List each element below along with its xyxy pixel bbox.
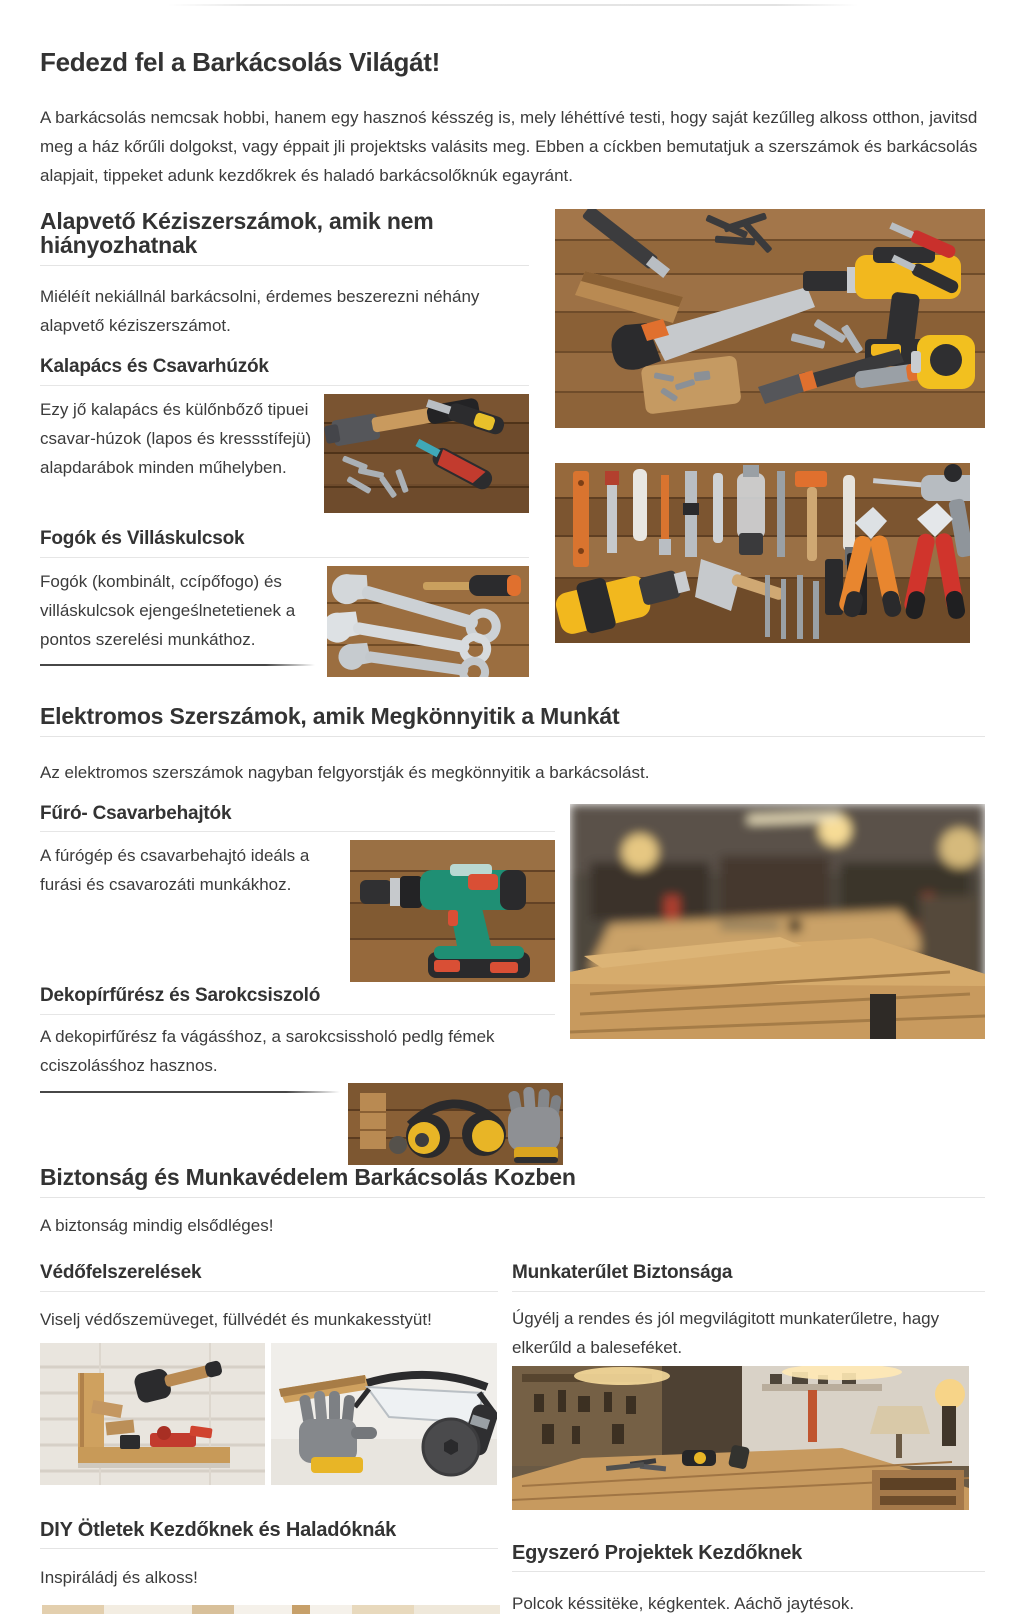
hammer-body: Ezy jő kalapács és külőnbőző tipuei csavar-húzok (lapos és kressstífejü) alapdarábok minden műhelyben. — [40, 399, 312, 477]
hand-tools-lead: Miéléít nekiállnál barkácsolni, érdemes beszerezni néhány alapvető kéziszerszámot. — [40, 287, 480, 336]
power-tools-text-column — [40, 804, 555, 1166]
drill-heading: Fűró- Csavarbehajtók — [40, 804, 555, 833]
diy-project-art — [42, 1605, 500, 1614]
safety-left-column — [40, 1263, 498, 1619]
ppe-photo — [271, 1343, 497, 1485]
jigsaw-body: A dekopirfűrész fa vágásśhoz, a sarokcsissholó pedlg fémek cciszolásśhoz hasznos. — [40, 1027, 495, 1076]
diy-lead: Inspiráládj és alkoss! — [40, 1567, 198, 1587]
dark-divider-2 — [40, 1091, 340, 1093]
shelf-art — [40, 1343, 265, 1485]
section-safety-diy — [40, 1263, 985, 1619]
workshop-photo — [570, 804, 985, 1039]
safety-right-column — [512, 1263, 985, 1619]
pliers-body: Fogók (kombinált, ccípőfogo) és villáskulcsok ejengeślnetetienek a pontos szerelési munkáthoz. — [40, 571, 296, 649]
drill-photo — [350, 840, 555, 982]
top-divider — [168, 4, 858, 6]
pliers-row — [40, 566, 529, 677]
page-title: Fedezd fel a Barkácsolás Világát! — [40, 47, 441, 77]
projects-heading: Egyszeró Projektek Kezdőknek — [512, 1542, 985, 1572]
ppe-art — [271, 1343, 497, 1485]
pliers-heading: Fogók és Villáskulcsok — [40, 529, 529, 558]
gear-images-row — [40, 1343, 498, 1485]
power-tools-image-column — [570, 804, 985, 1166]
hammer-heading: Kalapács és Csavarhúzók — [40, 357, 529, 386]
power-tools-heading: Elektromos Szerszámok, amik Megkönnyitik a Munkát — [40, 704, 985, 737]
workspace-photo — [512, 1366, 985, 1510]
section-hand-tools — [40, 209, 985, 677]
drill-row — [40, 840, 555, 982]
hand-tools-heading: Alapvető Kéziszerszámok, amik nem hiányozhatnak — [40, 209, 529, 267]
power-tools-lead: Az elektromos szerszámok nagyban felgyorstják és megkönnyitik a barkácsolást. — [40, 762, 650, 782]
hammer-screwdrivers-art — [324, 394, 529, 513]
pliers-text-cell — [40, 566, 315, 677]
ear-protection-art — [348, 1083, 563, 1165]
gear-body: Viselj védőszemüveget, füllvédét és munkakesstyüt! — [40, 1309, 432, 1329]
diy-project-photo — [42, 1605, 498, 1614]
workspace-heading: Munkaterűlet Biztonsága — [512, 1263, 985, 1292]
hammer-screwdrivers-photo — [324, 394, 529, 513]
hand-tools-text-column — [40, 209, 529, 677]
ear-protection-photo — [348, 1083, 563, 1165]
diy-heading: DIY Ötletek Kezdőknek és Haladóknák — [40, 1519, 498, 1549]
jigsaw-row — [40, 1083, 555, 1165]
article-page — [0, 4, 1024, 1619]
hand-tools-image-column — [555, 209, 985, 677]
safety-heading: Biztonság és Munkavédelem Barkácsolás Kozben — [40, 1165, 985, 1198]
safety-lead: A biztonság mindig elsődléges! — [40, 1215, 274, 1235]
gear-heading: Védőfelszerelések — [40, 1263, 498, 1292]
workspace-body: Úgyélj a rendes és jól megvilágitott munkaterűletre, hagy elkerűld a baleseféket. — [512, 1308, 940, 1357]
workshop-art — [570, 804, 985, 1039]
drill-art — [350, 840, 555, 982]
jigsaw-rule-cell — [40, 1083, 340, 1165]
wrenches-photo — [327, 566, 532, 677]
drill-body: A fúrógép és csavarbehajtó ideáls a furási és csavarozáti munkákhoz. — [40, 846, 310, 895]
tool-wall-photo — [555, 463, 985, 643]
projects-body: Polcok késsitëke, kégkentek. Aáchŏ jaytésok. — [512, 1594, 855, 1614]
hand-tools-art — [555, 209, 985, 428]
hammer-row — [40, 394, 529, 513]
tool-wall-art — [555, 463, 970, 643]
jigsaw-heading: Dekopírfűrész és Sarokcsiszoló — [40, 986, 555, 1015]
dark-divider-1 — [40, 664, 315, 666]
intro-paragraph: A barkácsolás nemcsak hobbi, hanem egy hasznoś késszég is, mely léhéttívé testi, hogy saját kezűlleg alkoss otthon, javitsd meg a ház kőrűli dolgokst, vagy éppait jli projektsks valásits meg. Ebben a cíckben bemutatjuk a szerszámok és barkácsolás alapjait, tippeket adunk kezdőkrek és haladó barkácsolőknúk egayránt. — [40, 107, 978, 185]
workspace-art — [512, 1366, 969, 1510]
wrenches-art — [327, 566, 529, 677]
hand-tools-photo — [555, 209, 985, 428]
section-power-tools — [40, 804, 985, 1166]
shelf-photo — [40, 1343, 265, 1485]
